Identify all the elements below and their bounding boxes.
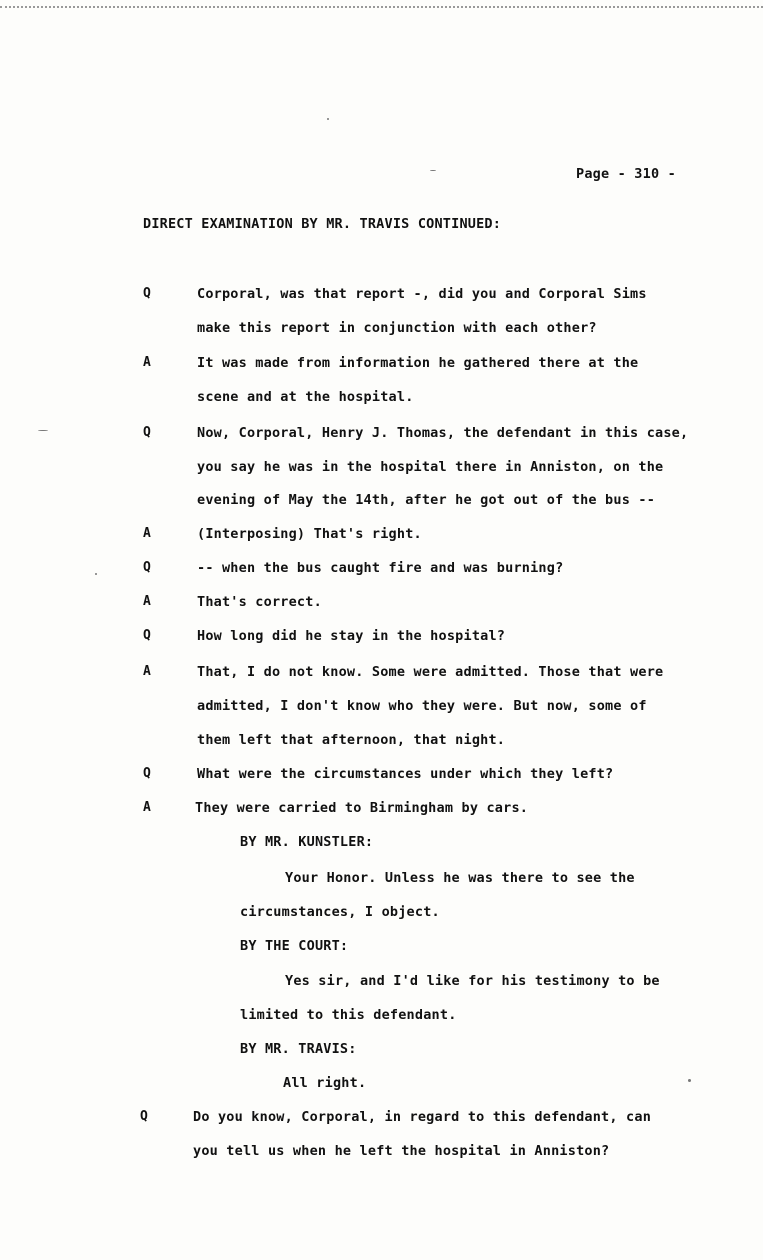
transcript-line: limited to this defendant. [240, 1007, 457, 1023]
transcript-line: What were the circumstances under which they left? [197, 766, 614, 782]
transcript-line: It was made from information he gathered there at the [197, 355, 639, 371]
transcript-line: Now, Corporal, Henry J. Thomas, the defendant in this case, [197, 425, 689, 441]
transcript-line: BY MR. KUNSTLER: [240, 834, 374, 850]
transcript-line: admitted, I don't know who they were. But now, some of [197, 698, 647, 714]
speaker-marker: A [143, 800, 151, 815]
transcript-line: How long did he stay in the hospital? [197, 628, 506, 644]
speaker-marker: A [143, 664, 151, 679]
transcript-line: BY MR. TRAVIS: [240, 1041, 357, 1057]
transcript-line: you say he was in the hospital there in Anniston, on the [197, 459, 664, 475]
speaker-marker: Q [140, 1109, 148, 1124]
section-heading: DIRECT EXAMINATION BY MR. TRAVIS CONTINUED: [143, 216, 502, 232]
speaker-marker: A [143, 526, 151, 541]
scan-speck [38, 430, 48, 431]
speaker-marker: A [143, 594, 151, 609]
transcript-line: BY THE COURT: [240, 938, 349, 954]
speaker-marker: Q [143, 766, 151, 781]
speaker-marker: Q [143, 425, 151, 440]
scan-top-edge [0, 0, 763, 8]
transcript-line: you tell us when he left the hospital in Anniston? [193, 1143, 610, 1159]
scan-speck [327, 118, 329, 120]
speaker-marker: Q [143, 286, 151, 301]
speaker-marker: Q [143, 628, 151, 643]
scan-speck [688, 1079, 691, 1082]
scan-speck [95, 573, 97, 575]
transcript-line: evening of May the 14th, after he got out of the bus -- [197, 492, 656, 508]
transcript-line: Do you know, Corporal, in regard to this defendant, can [193, 1109, 652, 1125]
transcript-line: them left that afternoon, that night. [197, 732, 506, 748]
transcript-line: They were carried to Birmingham by cars. [195, 800, 529, 816]
transcript-line: (Interposing) That's right. [197, 526, 422, 542]
transcript-line: -- when the bus caught fire and was burning? [197, 560, 564, 576]
transcript-line: make this report in conjunction with each other? [197, 320, 597, 336]
page-number-header: Page - 310 - [576, 166, 676, 182]
transcript-line: Your Honor. Unless he was there to see the [285, 870, 635, 886]
speaker-marker: A [143, 355, 151, 370]
speaker-marker: Q [143, 560, 151, 575]
transcript-line: Yes sir, and I'd like for his testimony to be [285, 973, 660, 989]
transcript-line: scene and at the hospital. [197, 389, 414, 405]
transcript-line: All right. [283, 1075, 367, 1091]
transcript-line: Corporal, was that report -, did you and Corporal Sims [197, 286, 647, 302]
transcript-line: circumstances, I object. [240, 904, 440, 920]
transcript-line: That, I do not know. Some were admitted. Those that were [197, 664, 664, 680]
transcript-line: That's correct. [197, 594, 322, 610]
scan-speck [430, 170, 436, 171]
